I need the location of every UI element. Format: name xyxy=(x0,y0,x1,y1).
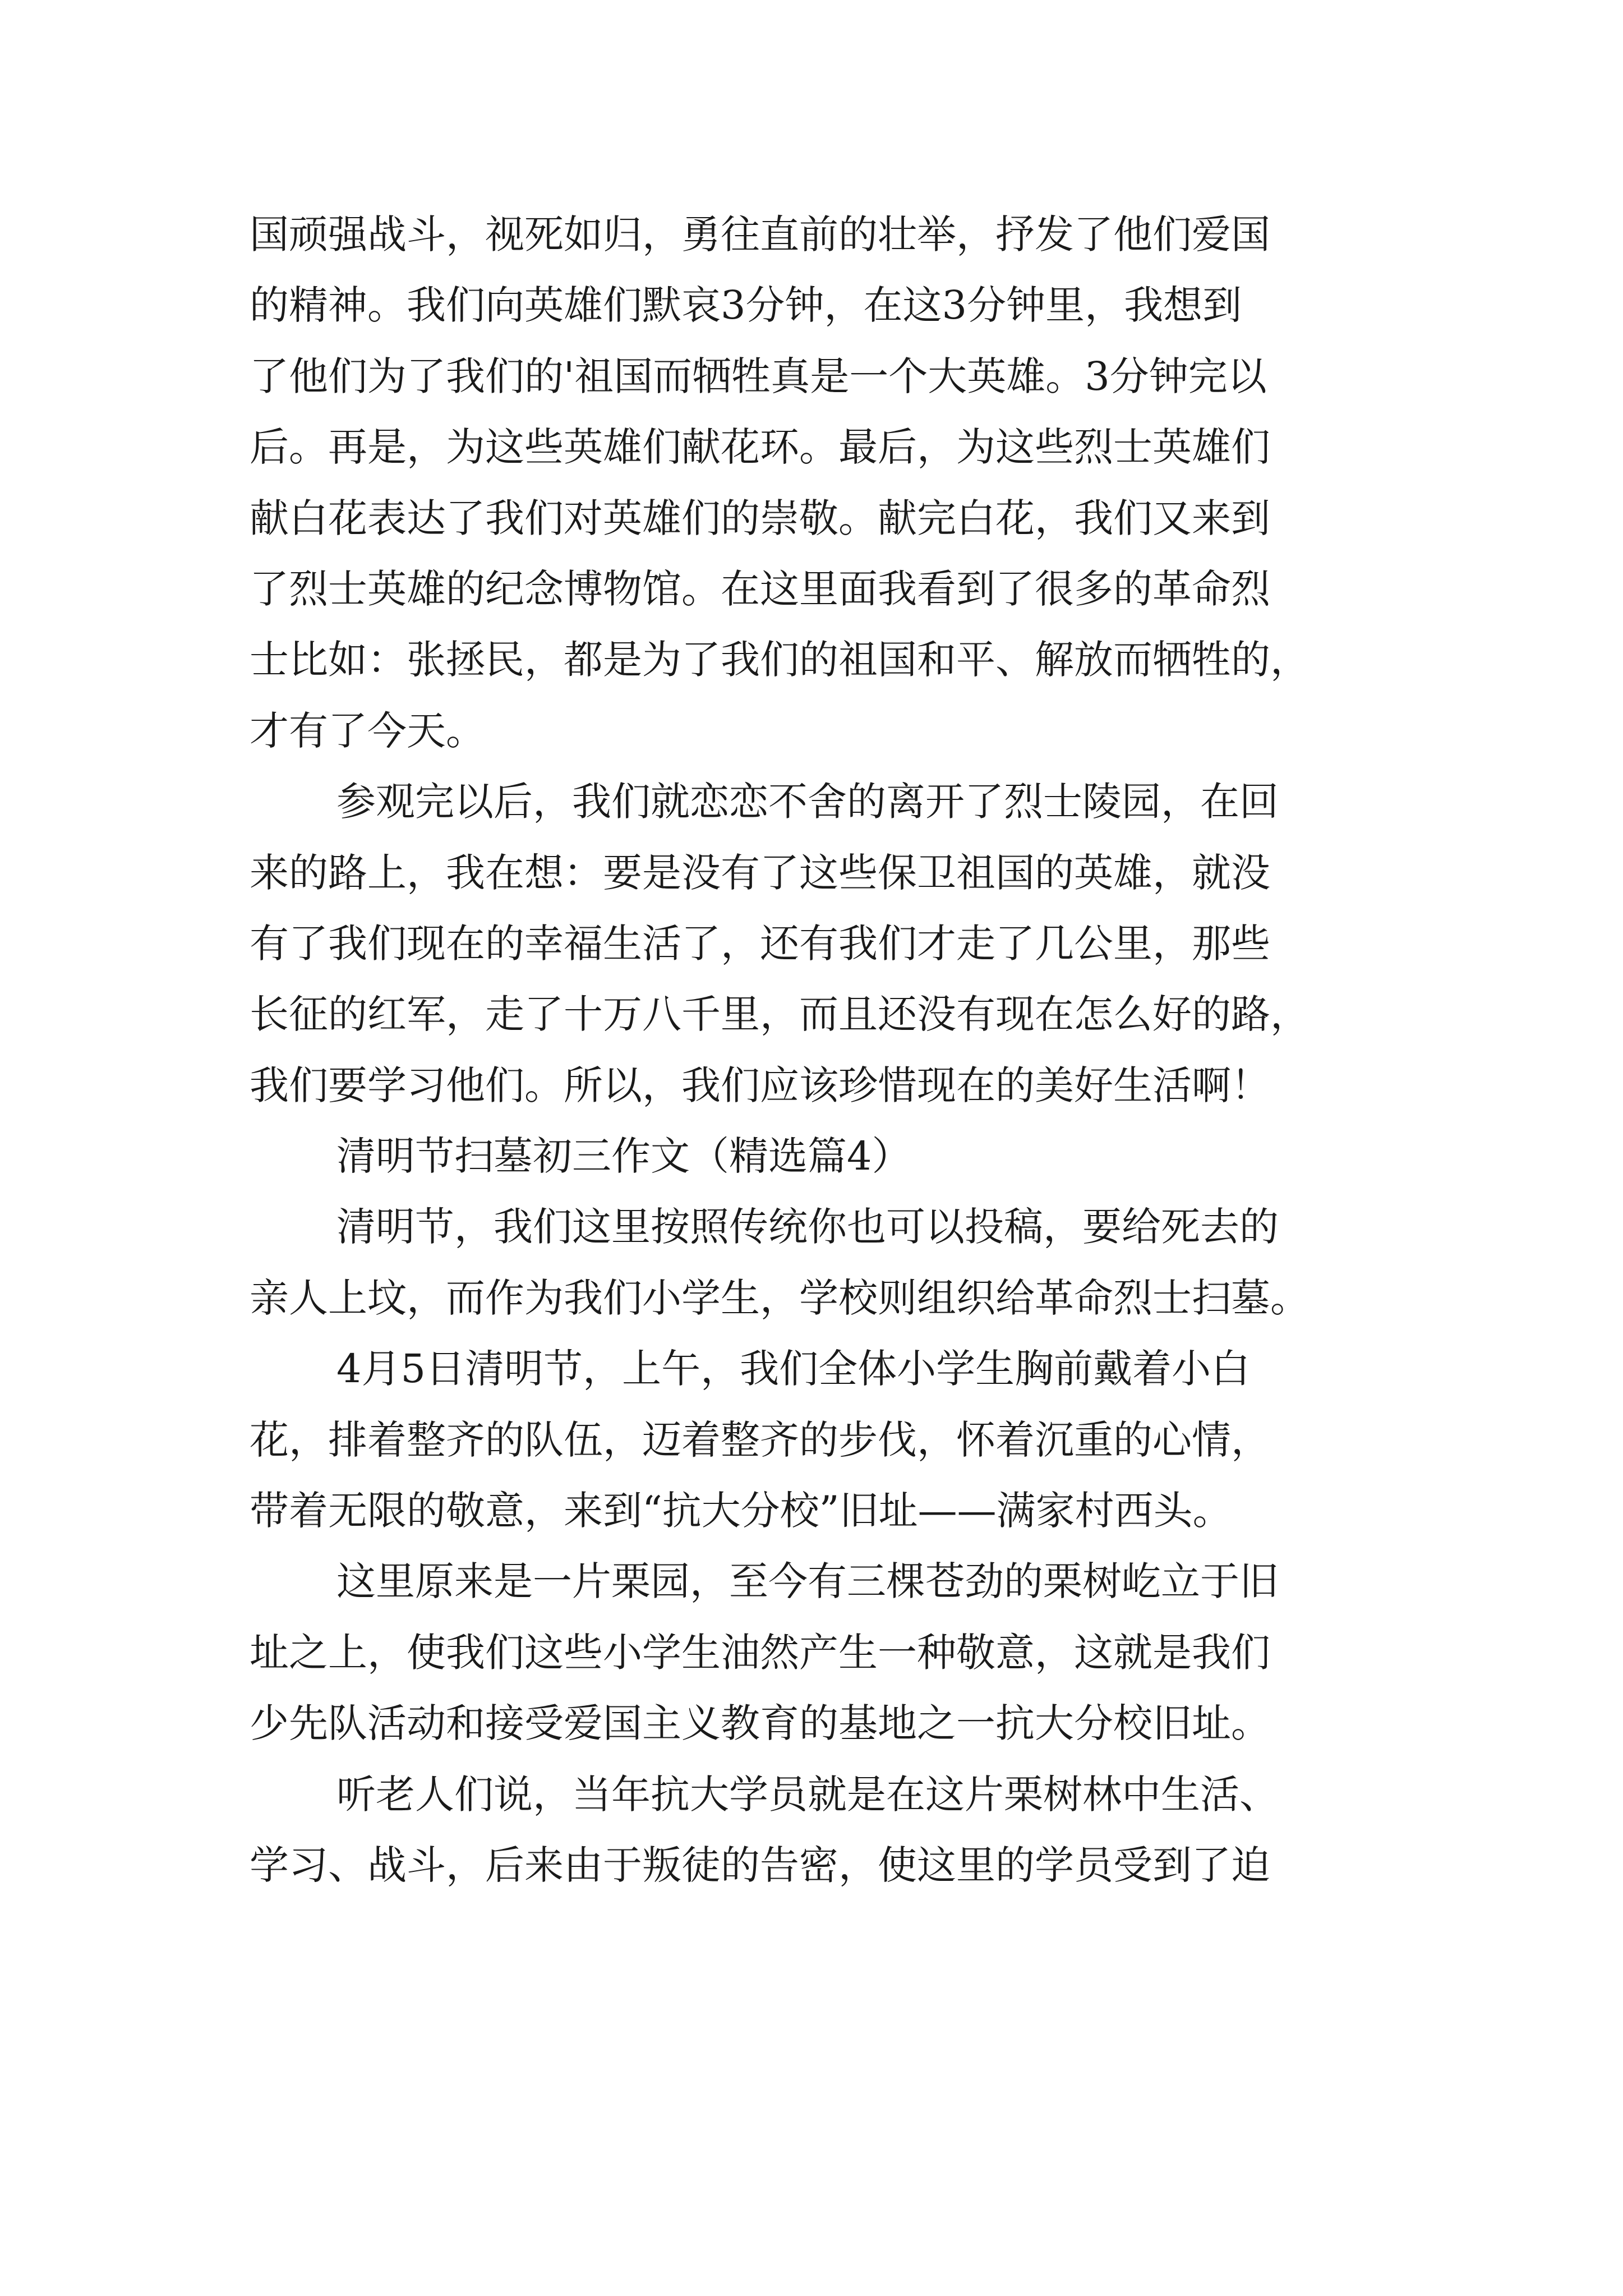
text-line: 清明节，我们这里按照传统你也可以投稿，要给死去的 xyxy=(336,1204,1279,1250)
text-line: 清明节扫墓初三作文（精选篇4） xyxy=(336,1133,911,1180)
text-line: 来的路上，我在想：要是没有了这些保卫祖国的英雄，就没 xyxy=(250,849,1270,896)
text-line: 听老人们说，当年抗大学员就是在这片栗树林中生活、 xyxy=(336,1771,1279,1818)
text-line: 这里原来是一片栗园，至今有三棵苍劲的栗树屹立于旧 xyxy=(336,1558,1279,1605)
text-line: 国顽强战斗，视死如归，勇往直前的壮举，抒发了他们爱国 xyxy=(250,211,1270,257)
text-line: 才有了今天。 xyxy=(250,707,485,754)
text-line: 长征的红军，走了十万八千里，而且还没有现在怎么好的路， xyxy=(250,991,1310,1038)
text-line: 的精神。我们向英雄们默哀3分钟，在这3分钟里，我想到 xyxy=(250,282,1242,329)
text-line: 我们要学习他们。所以，我们应该珍惜现在的美好生活啊！ xyxy=(250,1062,1270,1108)
text-line: 学习、战斗，后来由于叛徒的告密，使这里的学员受到了迫 xyxy=(250,1842,1270,1888)
text-line: 士比如：张拯民，都是为了我们的祖国和平、解放而牺牲的， xyxy=(250,637,1310,683)
text-line: 了烈士英雄的纪念博物馆。在这里面我看到了很多的革命烈 xyxy=(250,565,1270,612)
text-line: 参观完以后，我们就恋恋不舍的离开了烈士陵园，在回 xyxy=(336,779,1279,825)
text-line: 了他们为了我们的'祖国而牺牲真是一个大英雄。3分钟完以 xyxy=(250,353,1267,399)
text-line: 址之上，使我们这些小学生油然产生一种敬意，这就是我们 xyxy=(250,1629,1270,1676)
text-line: 少先队活动和接受爱国主义教育的基地之一抗大分校旧址。 xyxy=(250,1700,1270,1747)
text-line: 后。再是，为这些英雄们献花环。最后，为这些烈士英雄们 xyxy=(250,424,1270,471)
document-body xyxy=(250,199,1382,1901)
text-line: 带着无限的敬意，来到“抗大分校”旧址——满家村西头。 xyxy=(250,1488,1232,1534)
text-line: 有了我们现在的幸福生活了，还有我们才走了几公里，那些 xyxy=(250,920,1270,967)
text-line: 亲人上坟，而作为我们小学生，学校则组织给革命烈士扫墓。 xyxy=(250,1274,1310,1321)
text-line: 4月5日清明节，上午，我们全体小学生胸前戴着小白 xyxy=(336,1346,1251,1392)
text-line: 花，排着整齐的队伍，迈着整齐的步伐，怀着沉重的心情， xyxy=(250,1416,1270,1463)
text-line: 献白花表达了我们对英雄们的崇敬。献完白花，我们又来到 xyxy=(250,495,1270,541)
